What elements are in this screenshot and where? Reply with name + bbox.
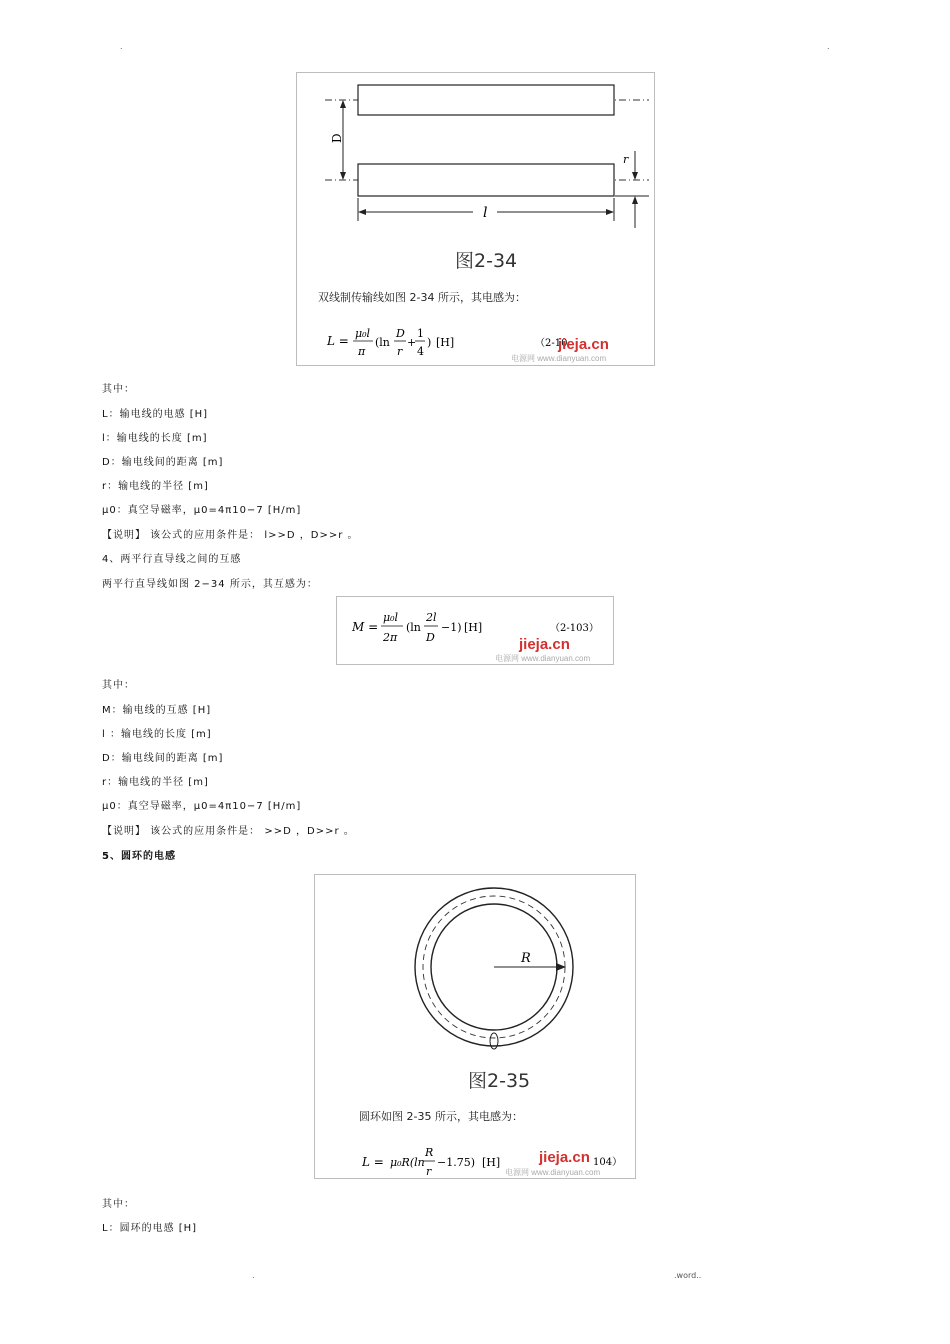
svg-text:2l: 2l (426, 611, 437, 624)
formula3-unit: [H] (482, 1156, 501, 1169)
figure3-text: 圆环如图 2-35 所示，其电感为： (359, 1110, 523, 1123)
formula1-ln: (ln (375, 336, 390, 349)
figure1-watermark-small: 电源网 www.dianyuan.com (511, 354, 607, 363)
svg-text:D: D (396, 327, 405, 340)
def-line: M：输电线的互感 [H] (102, 705, 212, 716)
svg-text:μ₀R(ln: μ₀R(ln (390, 1156, 425, 1169)
two-wire-diagram (297, 73, 656, 367)
formula1-num: μ₀l (355, 327, 371, 340)
section2-intro: 两平行直导线如图 2−34 所示，其互感为： (102, 579, 318, 590)
footer-left-dot: . (252, 1271, 255, 1280)
figure-2-35 (314, 874, 636, 1179)
formula-2-103 (337, 597, 615, 666)
def-line: l ：输电线的长度 [m] (102, 729, 212, 740)
svg-text:(ln: (ln (406, 621, 421, 634)
svg-text:R: R (425, 1146, 434, 1159)
header-right-dot: . (827, 42, 830, 51)
figure1-watermark: jieja.cn (558, 336, 609, 353)
section1-note: 【说明】 该公式的应用条件是： l>>D ，D>>r 。 (102, 530, 359, 541)
ring-diagram (315, 875, 637, 1180)
figure-2-34 (296, 72, 655, 366)
svg-text:): ) (427, 336, 432, 349)
dim-d-label: D (330, 133, 344, 143)
section1-intro: 其中： (102, 384, 135, 395)
def-line: D：输电线间的距离 [m] (102, 753, 224, 764)
formula-2-103-box (336, 596, 614, 665)
def-line: r：输电线的半径 [m] (102, 777, 209, 788)
formula2-eq-number: （2-103） (550, 623, 599, 634)
svg-text:1: 1 (417, 327, 424, 340)
def-line: D：输电线间的距离 [m] (102, 457, 224, 468)
header-left-dot: . (120, 42, 123, 51)
svg-text:−1.75): −1.75) (437, 1156, 476, 1169)
figure1-caption: 图2-34 (455, 250, 518, 272)
svg-text:D: D (426, 631, 435, 644)
figure1-text: 双线制传输线如图 2-34 所示，其电感为： (318, 291, 526, 304)
svg-text:r: r (426, 1165, 432, 1178)
formula1-eq-number: （2-10 (535, 338, 568, 349)
section2-heading: 4、两平行直导线之间的互感 (102, 554, 242, 565)
section3-note: 【说明】 该公式的应用条件是： >>D ，D>>r 。 (102, 826, 355, 837)
def-line: L：输电线的电感 [H] (102, 409, 209, 420)
svg-text:r: r (397, 345, 403, 358)
formula2-unit: [H] (464, 621, 483, 634)
def-line: L：圆环的电感 [H] (102, 1223, 198, 1234)
section3-heading: 5、圆环的电感 (102, 851, 176, 862)
formula3-lhs: L = (362, 1155, 384, 1169)
footer-right-text: .word.. (674, 1271, 702, 1280)
figure2-watermark: jieja.cn (519, 636, 570, 653)
figure3-caption: 图2-35 (468, 1070, 531, 1092)
dim-r-label: r (623, 153, 629, 166)
def-line: μ0：真空导磁率，μ0=4π10−7 [H/m] (102, 801, 302, 812)
formula3-eq-number: 104） (593, 1157, 623, 1168)
formula1-den: π (358, 345, 366, 358)
section4-intro: 其中： (102, 1199, 135, 1210)
figure3-watermark: jieja.cn (539, 1149, 590, 1166)
section3-intro: 其中： (102, 680, 135, 691)
formula2-lhs: M = (352, 620, 379, 634)
formula1-unit: [H] (436, 336, 455, 349)
formula1-lhs: L = (327, 334, 349, 348)
figure2-watermark-small: 电源网 www.dianyuan.com (495, 654, 591, 663)
dim-l-label: l (483, 205, 488, 221)
figure3-watermark-small: 电源网 www.dianyuan.com (505, 1168, 601, 1177)
svg-text:2π: 2π (383, 631, 398, 644)
def-line: l：输电线的长度 [m] (102, 433, 208, 444)
def-line: r：输电线的半径 [m] (102, 481, 209, 492)
def-line: μ0：真空导磁率，μ0=4π10−7 [H/m] (102, 505, 302, 516)
svg-text:μ₀l: μ₀l (383, 611, 399, 624)
svg-text:4: 4 (417, 345, 424, 358)
svg-text:+: + (407, 336, 417, 349)
svg-text:−1): −1) (441, 621, 462, 634)
radius-label: R (521, 951, 531, 966)
